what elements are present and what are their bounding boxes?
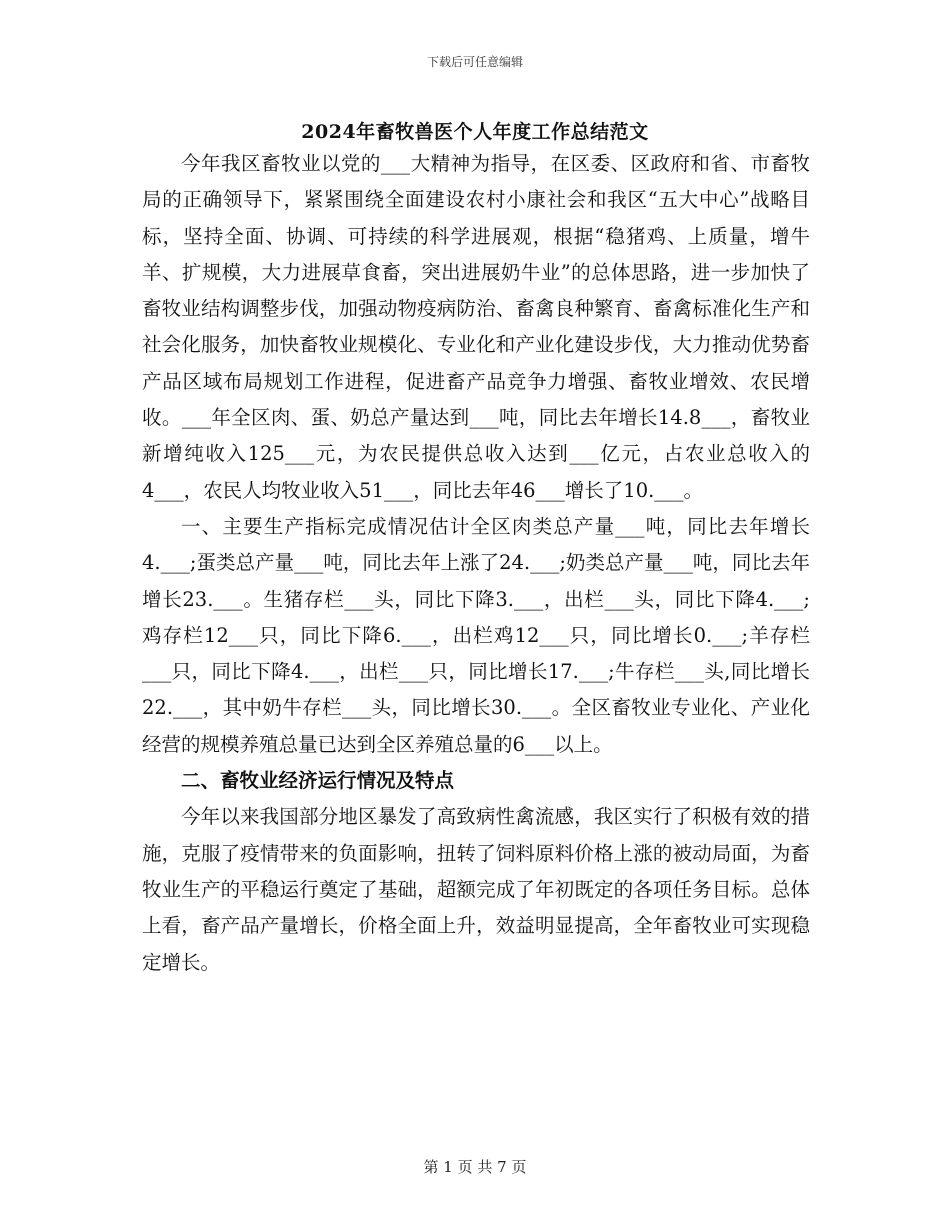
section-heading-economy: 二、畜牧业经济运行情况及特点 xyxy=(181,769,455,793)
paragraph-production-indicators: 一、主要生产指标完成情况估计全区肉类总产量___吨，同比去年增长4.___;蛋类总产量___吨，同比去年上涨了24.___;奶类总产量___吨，同比去年增长23.___。生猪存栏___头，同比下降3.___，出栏___头，同比下降4.___;鸡存栏12___只，同比下降6.___，出栏鸡12___只，同比增长0.___;羊存栏___只，同比下降4.___，出栏___只，同比增长17.___;牛存栏___头,同比增长22.___，其中奶牛存栏___头，同比增长30.___。全区畜牧业专业化、产业化经营的规模养殖总量已达到全区养殖总量的6___以上。 xyxy=(142,514,810,756)
paragraph-economy: 今年以来我国部分地区暴发了高致病性禽流感，我区实行了积极有效的措施，克服了疫情带来的负面影响，扭转了饲料原料价格上涨的被动局面，为畜牧业生产的平稳运行奠定了基础，超额完成了年初既定的各项任务目标。总体上看，畜产品产量增长，价格全面上升，效益明显提高，全年畜牧业可实现稳定增长。 xyxy=(142,805,810,974)
page-number: 第 1 页 共 7 页 xyxy=(423,1158,527,1176)
header-note: 下载后可任意编辑 xyxy=(426,55,523,69)
document-title: 2024年畜牧兽医个人年度工作总结范文 xyxy=(301,121,649,143)
paragraph-intro: 今年我区畜牧业以党的___大精神为指导，在区委、区政府和省、市畜牧局的正确领导下，紧紧围绕全面建设农村小康社会和我区“五大中心”战略目标，坚持全面、协调、可持续的科学进展观，根据“稳猪鸡、上质量，增牛羊、扩规模，大力进展草食畜，突出进展奶牛业”的总体思路，进一步加快了畜牧业结构调整步伐，加强动物疫病防治、畜禽良种繁育、畜禽标准化生产和社会化服务，加快畜牧业规模化、专业化和产业化建设步伐，大力推动优势畜产品区域布局规划工作进程，促进畜产品竞争力增强、畜牧业增效、农民增收。___年全区肉、蛋、奶总产量达到___吨，同比去年增长14.8___，畜牧业新增纯收入125___元，为农民提供总收入达到___亿元，占农业总收入的4___，农民人均牧业收入51___，同比去年46___增长了10.___。 xyxy=(142,152,810,502)
document-body xyxy=(142,146,810,981)
